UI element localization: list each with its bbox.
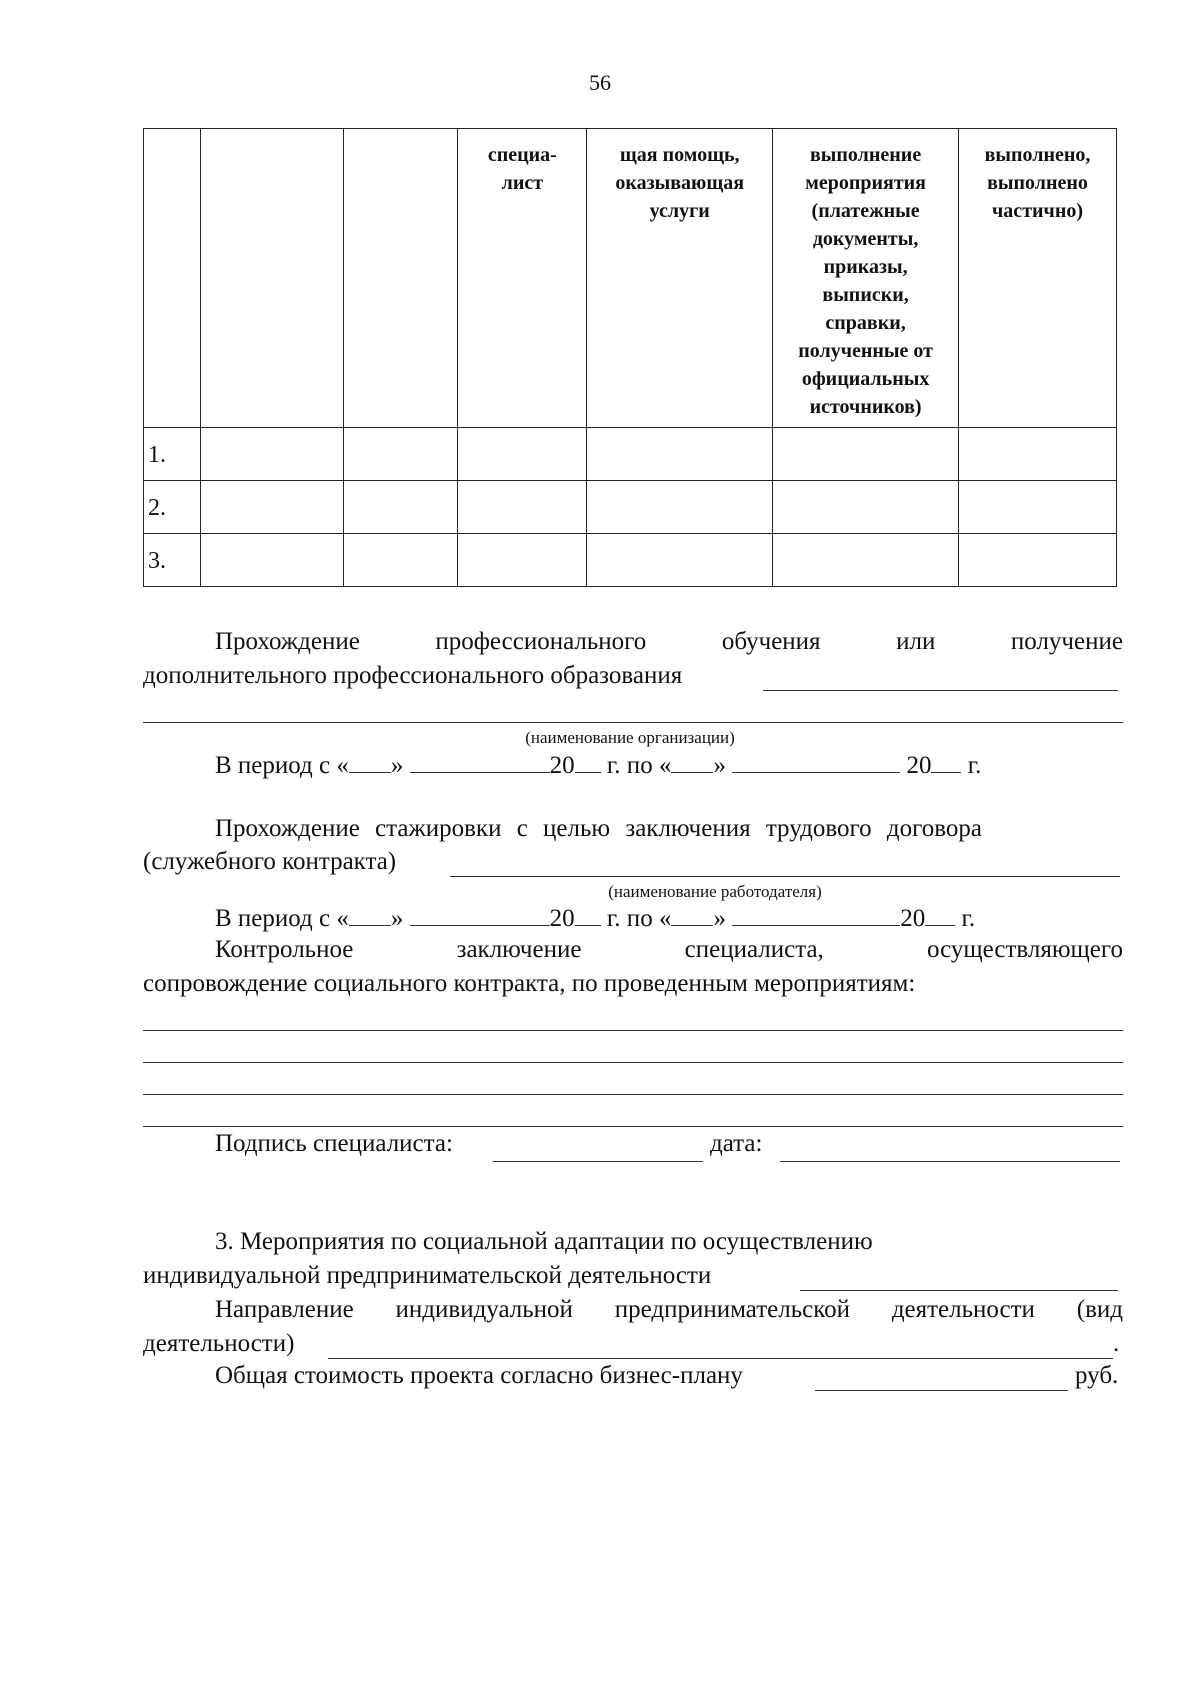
header-cell-specialist: специа- лист: [487, 144, 557, 194]
table-cell[interactable]: [458, 428, 587, 481]
table-cell[interactable]: [773, 481, 959, 534]
cost-label: Общая стоимость проекта согласно бизнес-плану: [215, 1362, 743, 1389]
training-line-1: [215, 628, 1123, 656]
conclusion-field-line[interactable]: [143, 1062, 1123, 1063]
word: специалиста,: [684, 936, 824, 963]
year-to-field[interactable]: [925, 903, 955, 926]
word: обучения: [721, 628, 821, 655]
word: (вид: [1076, 1296, 1123, 1323]
word: заключение: [456, 936, 582, 963]
table-cell[interactable]: [200, 481, 343, 534]
month-from-field[interactable]: [410, 750, 550, 773]
activities-table: [143, 128, 1117, 587]
date-field[interactable]: [780, 1161, 1120, 1162]
table-cell[interactable]: [200, 534, 343, 587]
internship-line-1: Прохождение стажировки с целью заключения трудового договора: [215, 815, 982, 842]
word: индивидуальной: [395, 1296, 573, 1323]
table-cell[interactable]: [773, 534, 959, 587]
row-number: 1.: [148, 442, 166, 468]
table-cell[interactable]: [959, 534, 1117, 587]
month-to-field[interactable]: [732, 750, 900, 773]
conclusion-line-1: [215, 936, 1123, 964]
section3-title-line-1: 3. Мероприятия по социальной адаптации по осуществлению: [215, 1228, 873, 1255]
header-cell: [344, 129, 458, 141]
direction-line-1: [215, 1296, 1123, 1324]
period-text: »: [713, 905, 726, 932]
period-text: »: [390, 752, 404, 779]
period-text: »: [390, 905, 404, 932]
day-to-field[interactable]: [671, 750, 713, 773]
period-text: г. по «: [606, 905, 672, 932]
activity-type-field[interactable]: [328, 1358, 1113, 1359]
internship-line-2: (служебного контракта): [143, 848, 397, 875]
word: Прохождение: [215, 628, 360, 655]
word: или: [896, 628, 936, 655]
period-text: г.: [967, 752, 982, 779]
word: предпринимательской: [614, 1296, 850, 1323]
date-label: дата:: [710, 1130, 763, 1157]
table-cell[interactable]: [343, 534, 458, 587]
cost-field[interactable]: [815, 1390, 1068, 1391]
header-cell-proof: выполнение мероприятия (платежные документы, приказы, выписки, справки, полученные от официальных источников): [798, 144, 933, 418]
employer-field[interactable]: [450, 876, 1120, 877]
year-from-field[interactable]: [575, 903, 601, 926]
table-cell[interactable]: [458, 481, 587, 534]
entrepreneurship-field[interactable]: [800, 1290, 1118, 1291]
day-from-field[interactable]: [349, 750, 391, 773]
organization-field-cont[interactable]: [143, 722, 1123, 723]
row-number: 3.: [148, 548, 166, 574]
period-text: 20: [900, 905, 926, 932]
word: получение: [1010, 628, 1123, 655]
year-from-field[interactable]: [575, 750, 601, 773]
conclusion-field-line[interactable]: [143, 1030, 1123, 1031]
period-text: 20: [549, 752, 575, 779]
day-from-field[interactable]: [349, 903, 391, 926]
table-cell[interactable]: [458, 534, 587, 587]
organization-caption: (наименование организации): [525, 728, 735, 747]
day-to-field[interactable]: [671, 903, 713, 926]
header-cell: [201, 129, 343, 141]
table-cell[interactable]: [587, 481, 773, 534]
period-text: »: [713, 752, 726, 779]
period-text: г.: [961, 905, 976, 932]
table-cell[interactable]: [587, 534, 773, 587]
table-cell[interactable]: [200, 428, 343, 481]
table-cell[interactable]: [959, 428, 1117, 481]
conclusion-field-line[interactable]: [143, 1094, 1123, 1095]
signature-label: Подпись специалиста:: [215, 1130, 453, 1157]
training-period: [215, 750, 981, 780]
header-cell: [144, 129, 200, 141]
table-cell[interactable]: [587, 428, 773, 481]
year-to-field[interactable]: [931, 750, 961, 773]
conclusion-line-2: сопровождение социального контракта, по проведенным мероприятиям:: [143, 970, 916, 997]
month-from-field[interactable]: [410, 903, 550, 926]
row-number: 2.: [148, 495, 166, 521]
employer-caption: (наименование работодателя): [608, 882, 822, 901]
direction-line-2: деятельности): [143, 1330, 295, 1357]
month-to-field[interactable]: [732, 903, 900, 926]
page-number: 56: [589, 70, 611, 95]
word: профессионального: [435, 628, 647, 655]
word: деятельности: [891, 1296, 1035, 1323]
table-cell[interactable]: [343, 428, 458, 481]
table-row: [144, 534, 1117, 587]
internship-period: [215, 903, 975, 933]
table-header-row: [144, 129, 1117, 428]
cost-unit: руб.: [1075, 1362, 1119, 1389]
period-text: 20: [549, 905, 575, 932]
word: Направление: [215, 1296, 354, 1323]
period-text: г. по «: [606, 752, 672, 779]
table-row: [144, 428, 1117, 481]
table-cell[interactable]: [343, 481, 458, 534]
word: осуществляющего: [927, 936, 1123, 963]
header-cell-service: щая помощь, оказывающая услуги: [615, 144, 745, 222]
table-row: [144, 481, 1117, 534]
organization-field[interactable]: [763, 690, 1118, 691]
word: Контрольное: [215, 936, 354, 963]
table-cell[interactable]: [773, 428, 959, 481]
period-text: В период с «: [215, 905, 349, 932]
period-text: 20: [906, 752, 932, 779]
header-cell-status: выполнено, выполнено частично): [984, 144, 1091, 222]
period-text: В период с «: [215, 752, 349, 779]
table-cell[interactable]: [959, 481, 1117, 534]
signature-field[interactable]: [493, 1161, 703, 1162]
training-line-2: дополнительного профессионального образования: [143, 662, 683, 689]
section3-title-line-2: индивидуальной предпринимательской деятельности: [143, 1262, 712, 1289]
conclusion-field-line[interactable]: [143, 1126, 1123, 1127]
direction-end: .: [1113, 1330, 1120, 1357]
